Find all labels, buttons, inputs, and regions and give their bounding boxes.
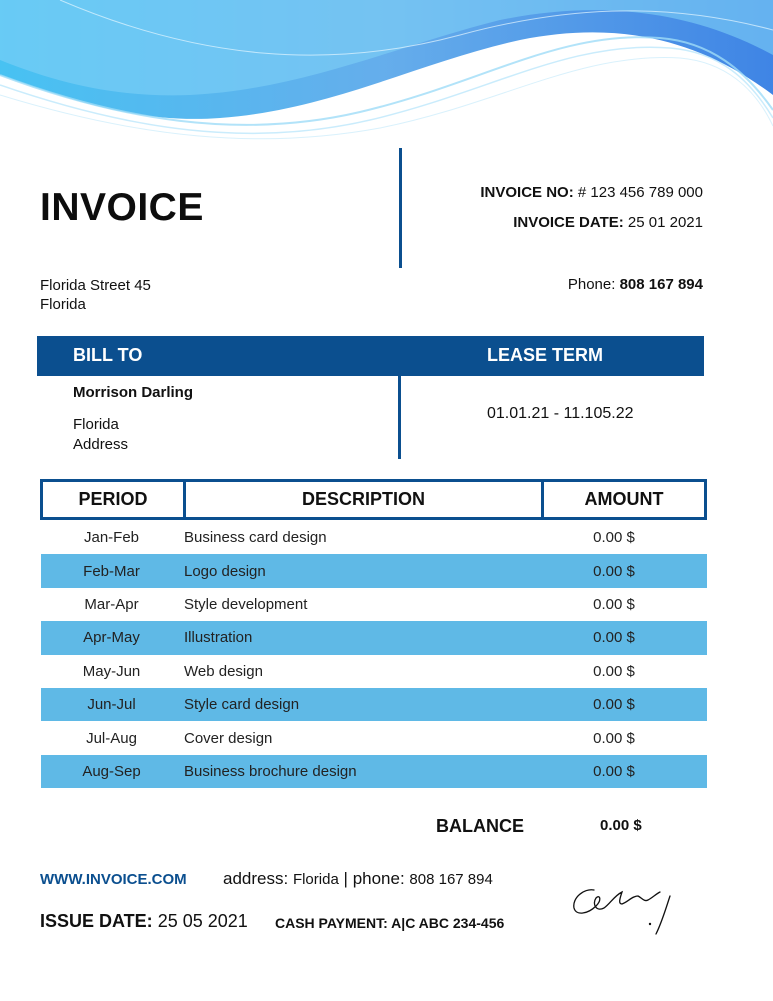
row-period: Feb-Mar bbox=[83, 562, 140, 580]
row-amount: 0.00 $ bbox=[593, 762, 635, 780]
issue-date-value: 25 05 2021 bbox=[157, 911, 248, 931]
table-row bbox=[41, 721, 707, 754]
row-amount: 0.00 $ bbox=[593, 729, 635, 747]
header-divider bbox=[399, 148, 402, 268]
issue-date bbox=[40, 911, 248, 932]
footer-separator: | bbox=[343, 869, 348, 888]
signature bbox=[566, 868, 686, 940]
footer-address: Florida bbox=[292, 871, 339, 888]
footer-phone: 808 167 894 bbox=[409, 871, 493, 888]
cash-payment: CASH PAYMENT: A|C ABC 234-456 bbox=[275, 915, 505, 931]
website-link[interactable]: WWW.INVOICE.COM bbox=[40, 871, 187, 888]
invoice-number-label: INVOICE NO: bbox=[480, 184, 574, 201]
footer-contact bbox=[223, 869, 493, 889]
client-city: Florida bbox=[73, 416, 119, 433]
header-description: DESCRIPTION bbox=[186, 482, 544, 517]
row-description: Style card design bbox=[184, 696, 300, 714]
row-amount: 0.00 $ bbox=[593, 595, 635, 613]
client-name: Morrison Darling bbox=[73, 384, 194, 401]
invoice-date: 25 01 2021 bbox=[627, 214, 703, 231]
row-description: Style development bbox=[184, 595, 308, 613]
footer-phone-label: phone: bbox=[352, 869, 405, 888]
company-phone-label: Phone: bbox=[567, 276, 616, 293]
bill-to-bar bbox=[37, 336, 704, 376]
line-items bbox=[41, 521, 707, 788]
row-amount: 0.00 $ bbox=[593, 529, 635, 547]
row-period: May-Jun bbox=[82, 662, 141, 680]
issue-date-label: ISSUE DATE: bbox=[40, 911, 153, 931]
row-description: Illustration bbox=[184, 629, 253, 647]
row-period: Jul-Aug bbox=[86, 729, 137, 747]
invoice-number: # 123 456 789 000 bbox=[577, 184, 703, 201]
header-period: PERIOD bbox=[43, 482, 186, 517]
row-description: Logo design bbox=[184, 562, 266, 580]
row-period: Jan-Feb bbox=[83, 529, 140, 547]
client-address bbox=[73, 415, 128, 455]
row-description: Business brochure design bbox=[184, 762, 357, 780]
row-amount: 0.00 $ bbox=[593, 629, 635, 647]
invoice-number-line bbox=[480, 184, 703, 201]
table-row bbox=[41, 588, 707, 621]
row-description: Web design bbox=[184, 662, 263, 680]
lease-term-value: 01.01.21 - 11.105.22 bbox=[487, 405, 634, 422]
client-address-line: Address bbox=[73, 436, 129, 453]
row-amount: 0.00 $ bbox=[593, 562, 635, 580]
row-description: Cover design bbox=[184, 729, 273, 747]
company-address bbox=[40, 276, 151, 314]
row-period: Apr-May bbox=[83, 629, 140, 647]
table-row bbox=[41, 655, 707, 688]
footer-address-label: address: bbox=[223, 869, 289, 888]
row-amount: 0.00 $ bbox=[593, 696, 635, 714]
table-row bbox=[41, 554, 707, 587]
company-phone-number: 808 167 894 bbox=[619, 276, 703, 293]
balance-value: 0.00 $ bbox=[600, 817, 642, 834]
invoice-date-label: INVOICE DATE: bbox=[513, 214, 624, 231]
row-description: Business card design bbox=[184, 529, 327, 547]
lease-term-label: LEASE TERM bbox=[487, 345, 604, 365]
row-period: Aug-Sep bbox=[82, 762, 141, 780]
table-row bbox=[41, 688, 707, 721]
bill-divider bbox=[398, 376, 401, 459]
row-period: Mar-Apr bbox=[84, 595, 139, 613]
bill-to-label: BILL TO bbox=[73, 345, 143, 365]
invoice-title: INVOICE bbox=[40, 186, 204, 229]
table-row bbox=[41, 755, 707, 788]
company-phone bbox=[568, 276, 703, 293]
invoice-date-line bbox=[513, 214, 703, 231]
balance-label: BALANCE bbox=[436, 816, 524, 836]
table-header bbox=[40, 479, 707, 520]
table-row bbox=[41, 621, 707, 654]
wave-decoration bbox=[0, 0, 773, 150]
table-row bbox=[41, 521, 707, 554]
header-amount: AMOUNT bbox=[584, 489, 664, 509]
row-amount: 0.00 $ bbox=[593, 662, 635, 680]
company-street: Florida Street 45 bbox=[40, 277, 151, 294]
company-city: Florida bbox=[40, 296, 86, 313]
row-period: Jun-Jul bbox=[87, 696, 136, 714]
